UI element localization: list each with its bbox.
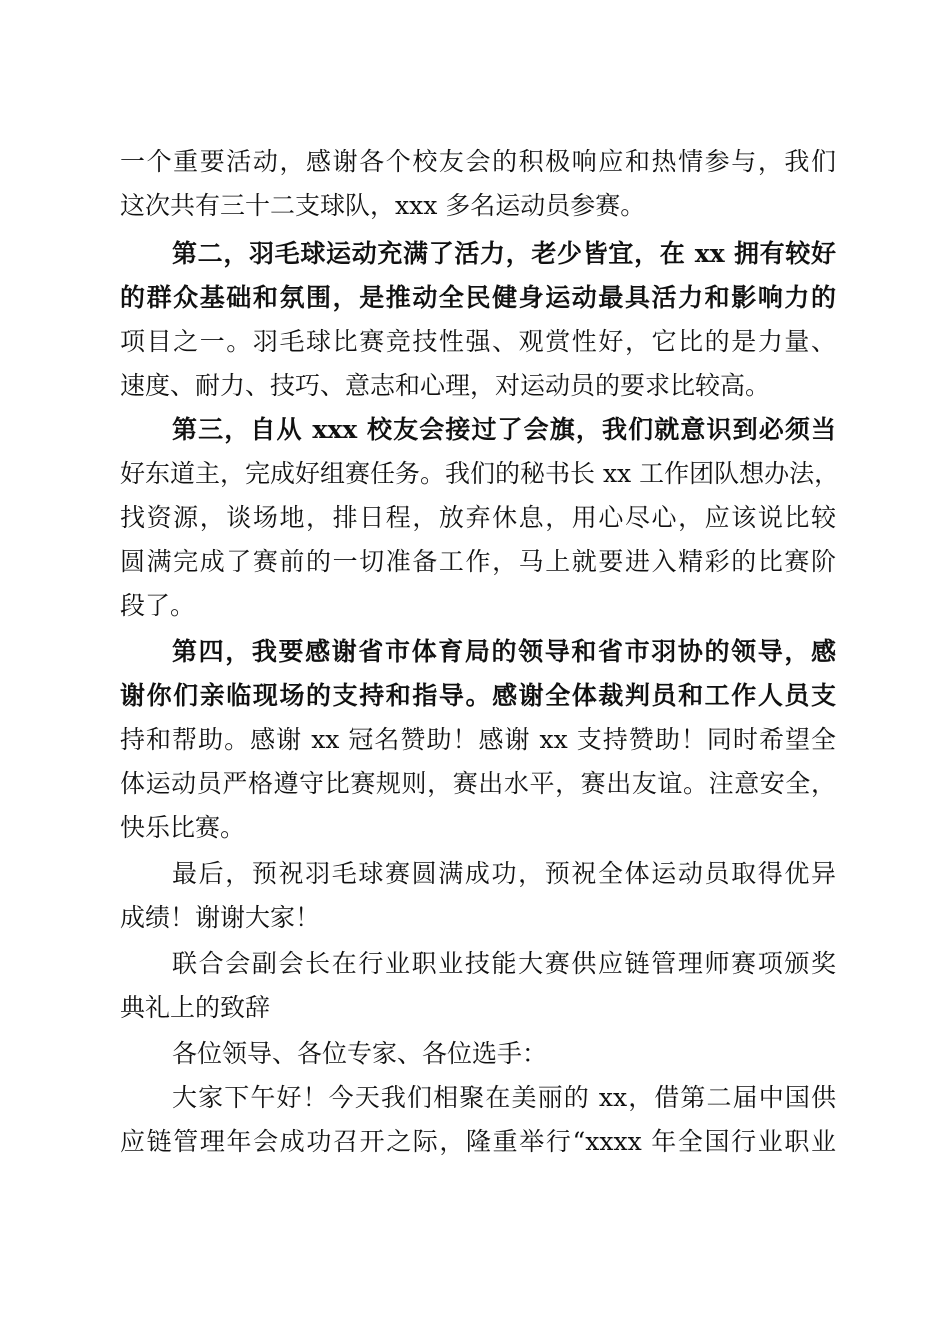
text-line: 大家下午好！今天我们相聚在美丽的 xx，借第二届中国供: [172, 1083, 836, 1112]
text-line: 谢你们亲临现场的支持和指导。感谢全体裁判员和工作人员支: [120, 681, 836, 710]
text-line: 成绩！谢谢大家！: [120, 903, 321, 932]
text-line: 第三，自从 xxx 校友会接过了会旗，我们就意识到必须当: [172, 415, 836, 444]
text-line: 第四，我要感谢省市体育局的领导和省市羽协的领导，感: [172, 637, 836, 666]
text-line: 持和帮助。感谢 xx 冠名赞助！感谢 xx 支持赞助！同时希望全: [120, 725, 836, 754]
speech-title: 联合会副会长在行业职业技能大赛供应链管理师赛项颁奖: [172, 949, 836, 978]
text-line: 找资源，谈场地，排日程，放弃休息，用心尽心，应该说比较: [120, 503, 836, 532]
text-line: 速度、耐力、技巧、意志和心理，对运动员的要求比较高。: [120, 371, 771, 400]
text-line: 的群众基础和氛围，是推动全民健身运动最具活力和影响力的: [120, 283, 836, 312]
salutation: 各位领导、各位专家、各位选手：: [172, 1039, 548, 1068]
text-line: 最后，预祝羽毛球赛圆满成功，预祝全体运动员取得优异: [172, 859, 836, 888]
text-line: 一个重要活动，感谢各个校友会的积极响应和热情参与，我们: [120, 147, 836, 176]
text-line: 第二，羽毛球运动充满了活力，老少皆宜，在 xx 拥有较好: [172, 239, 836, 268]
text-line: 这次共有三十二支球队，xxx 多名运动员参赛。: [120, 191, 646, 220]
text-line: 好东道主，完成好组赛任务。我们的秘书长 xx 工作团队想办法，: [120, 459, 840, 488]
text-line: 圆满完成了赛前的一切准备工作，马上就要进入精彩的比赛阶: [120, 547, 836, 576]
text-line: 应链管理年会成功召开之际，隆重举行“xxxx 年全国行业职业: [120, 1127, 836, 1156]
text-line: 体运动员严格遵守比赛规则，赛出水平，赛出友谊。注意安全，: [120, 769, 836, 798]
text-line: 段了。: [120, 591, 196, 620]
text-line: 项目之一。羽毛球比赛竞技性强、观赏性好，它比的是力量、: [120, 327, 836, 356]
text-line: 快乐比赛。: [120, 813, 246, 842]
speech-title: 典礼上的致辞: [120, 993, 271, 1022]
